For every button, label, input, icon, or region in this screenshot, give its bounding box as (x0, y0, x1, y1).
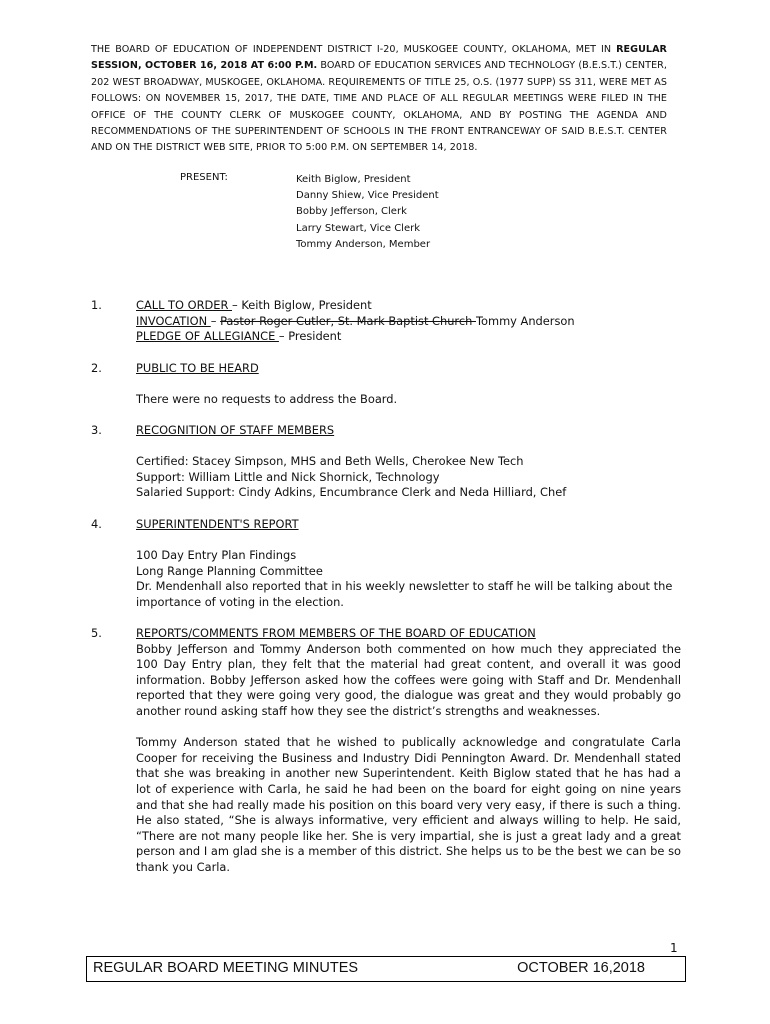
present-member: Danny Shiew, Vice President (296, 190, 439, 202)
section-text: There were no requests to address the Board. (136, 392, 398, 407)
call-to-order-line (136, 298, 681, 314)
section-heading: PUBLIC TO BE HEARD (136, 361, 259, 375)
footer-date: OCTOBER 16,2018 (517, 960, 645, 976)
page-number: 1 (670, 941, 678, 955)
present-member: Tommy Anderson, Member (296, 238, 431, 250)
call-to-order-heading: CALL TO ORDER (136, 298, 232, 312)
recognition-line: Certified: Stacey Simpson, MHS and Beth Wells, Cherokee New Tech (136, 454, 524, 469)
section-number: 2. (91, 361, 102, 375)
intro-session-bold: REGULAR SESSION, OCTOBER 16, 2018 AT 6:00 P.M. (91, 44, 667, 72)
footer-title: REGULAR BOARD MEETING MINUTES (93, 960, 359, 976)
recognition-line: Support: William Little and Nick Shornick, Technology (136, 469, 440, 484)
present-member: Larry Stewart, Vice Clerk (296, 222, 421, 234)
invocation-dash: – (210, 313, 221, 328)
present-members-list (296, 172, 439, 253)
section-heading: SUPERINTENDENT'S REPORT (136, 517, 299, 531)
section-number: 5. (91, 626, 102, 640)
invocation-text: Tommy Anderson (475, 313, 575, 328)
invocation-line (136, 314, 681, 330)
report-line: 100 Day Entry Plan Findings (136, 548, 297, 563)
intro-text-start: THE BOARD OF EDUCATION OF INDEPENDENT DISTRICT I-20, MUSKOGEE COUNTY, OKLAHOMA, MET IN (91, 44, 612, 55)
recognition-line: Salaried Support: Cindy Adkins, Encumbrance Clerk and Neda Hilliard, Chef (136, 485, 567, 500)
report-line: Dr. Mendenhall also reported that in his weekly newsletter to staff he will be talking about the importance of voting in the election. (136, 579, 673, 609)
section-heading: REPORTS/COMMENTS FROM MEMBERS OF THE BOARD OF EDUCATION (136, 626, 536, 640)
comments-paragraph: Tommy Anderson stated that he wished to publically acknowledge and congratulate Carla Cooper for receiving the Business and Industry Didi Pennington Award. Dr. Mendenhall stated that she was breaking in another new Superintendent. Keith Biglow stated that he has had a lot of experience with Carla, he said he had been on the board for eight going on nine years and that she had really made his position on this board very very easy, if there is such a thing. He also stated, “She is always informative, very efficient and always willing to help. He said, “There are not many people like her. She is very impartial, she is just a great lady and a great person and I am glad she is a member of this district. She helps us to be the best we can be so thank you Carla. (136, 735, 681, 874)
pledge-text: – President (278, 329, 342, 344)
invocation-struck-text: Pastor Roger Cutler, St. Mark Baptist Church (220, 313, 476, 328)
report-line: Long Range Planning Committee (136, 563, 323, 578)
pledge-line (136, 329, 681, 345)
section-number: 1. (91, 298, 102, 312)
comments-paragraph: Bobby Jefferson and Tommy Anderson both commented on how much they appreciated the 100 Day Entry plan, they felt that the material had great content, and overall it was good information. Bobby Jefferson asked how the coffees were going with Staff and Dr. Mendenhall reported that they were going very good, the dialogue was great and they would probably go another round asking staff how they see the district’s strengths and weaknesses. (136, 641, 681, 718)
intro-text-rest: BOARD OF EDUCATION SERVICES AND TECHNOLOGY (B.E.S.T.) CENTER, 202 WEST BROADWAY, MUSKOGEE, OKLAHOMA. REQUIREMENTS OF TITLE 25, O.S. (1977 SUPP) SS 311, WERE MET AS FOLLOWS: ON NOVEMBER 15, 2017, THE DATE, TIME AND PLACE OF ALL REGULAR MEETINGS WERE FILED IN THE OFFICE OF THE COUNTY CLERK OF MUSKOGEE COUNTY, OKLAHOMA, AND BY POSTING THE AGENDA AND RECOMMENDATIONS OF THE SUPERINTENDENT OF SCHOOLS IN THE FRONT ENTRANCEWAY OF SAID B.E.S.T. CENTER AND ON THE DISTRICT WEB SITE, PRIOR TO 5:00 P.M. ON SEPTEMBER 14, 2018. (91, 60, 667, 154)
pledge-heading: PLEDGE OF ALLEGIANCE (136, 329, 279, 344)
call-to-order-text: – Keith Biglow, President (232, 298, 372, 312)
section-heading: RECOGNITION OF STAFF MEMBERS (136, 423, 335, 437)
section-number: 3. (91, 423, 102, 437)
present-label: PRESENT: (180, 172, 228, 183)
section-number: 4. (91, 517, 102, 531)
footer-box (86, 956, 686, 982)
meeting-intro (91, 42, 667, 157)
invocation-heading: INVOCATION (136, 313, 211, 328)
present-member: Keith Biglow, President (296, 174, 411, 185)
present-member: Bobby Jefferson, Clerk (296, 206, 407, 218)
